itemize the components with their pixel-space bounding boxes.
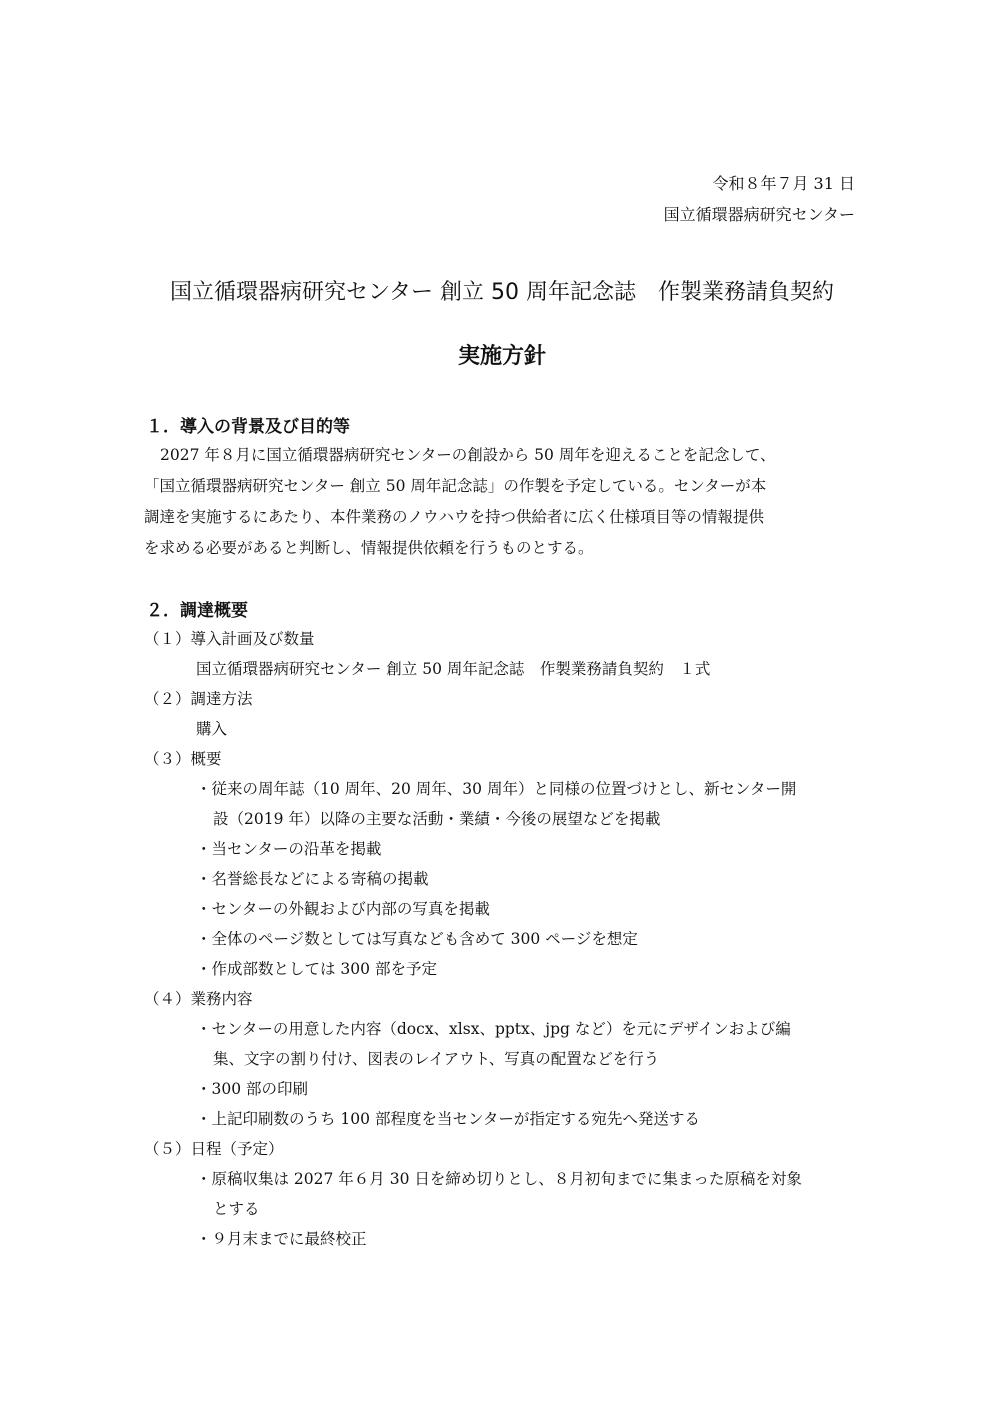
bullet-continuation: とする [213, 1200, 260, 1218]
section-1-line: 2027 年８月に国立循環器病研究センターの創設から 50 周年を迎えることを記念して、 [160, 446, 776, 464]
bullet-item: ・センターの外観および内部の写真を掲載 [196, 900, 490, 918]
document-subtitle: 実施方針 [457, 344, 546, 369]
bullet-item: ・９月末までに最終校正 [196, 1230, 367, 1248]
bullet-continuation: 設（2019 年）以降の主要な活動・業績・今後の展望などを掲載 [213, 810, 661, 828]
bullet-item: ・従来の周年誌（10 周年、20 周年、30 周年）と同様の位置づけとし、新センター開 [196, 780, 797, 798]
subsection-label: （５）日程（予定） [144, 1140, 284, 1158]
document-title: 国立循環器病研究センター 創立 50 周年記念誌 作製業務請負契約 [169, 280, 835, 305]
bullet-item: ・当センターの沿革を掲載 [196, 840, 382, 858]
section-2-heading: ２．調達概要 [146, 601, 248, 621]
section-1-line: を求める必要があると判断し、情報提供依頼を行うものとする。 [144, 539, 594, 557]
bullet-item: ・全体のページ数としては写真なども含めて 300 ページを想定 [196, 930, 638, 948]
document-date: 令和８年７月 31 日 [712, 174, 855, 193]
bullet-item: ・作成部数としては 300 部を予定 [196, 960, 437, 978]
bullet-item: ・上記印刷数のうち 100 部程度を当センターが指定する宛先へ発送する [196, 1110, 700, 1128]
subsection-line: 購入 [196, 720, 228, 738]
bullet-item: ・300 部の印刷 [196, 1080, 309, 1098]
subsection-label: （１）導入計画及び数量 [144, 630, 315, 648]
issuing-organization: 国立循環器病研究センター [663, 205, 855, 224]
section-1-line: 調達を実施するにあたり、本件業務のノウハウを持つ供給者に広く仕様項目等の情報提供 [144, 508, 765, 526]
subsection-label: （４）業務内容 [144, 990, 253, 1008]
bullet-continuation: 集、文字の割り付け、図表のレイアウト、写真の配置などを行う [213, 1050, 660, 1068]
section-1-heading: １．導入の背景及び目的等 [146, 417, 350, 437]
subsection-label: （２）調達方法 [144, 690, 253, 708]
bullet-item: ・センターの用意した内容（docx、xlsx、pptx、jpg など）を元にデザインおよび編 [196, 1020, 791, 1038]
section-1-line: 「国立循環器病研究センター 創立 50 周年記念誌」の作製を予定している。センターが本 [144, 477, 767, 495]
subsection-label: （３）概要 [144, 750, 222, 768]
bullet-item: ・原稿収集は 2027 年６月 30 日を締め切りとし、８月初旬までに集まった原稿を対象 [196, 1170, 802, 1188]
bullet-item: ・名誉総長などによる寄稿の掲載 [196, 870, 429, 888]
subsection-line: 国立循環器病研究センター 創立 50 周年記念誌 作製業務請負契約 １式 [196, 660, 711, 678]
